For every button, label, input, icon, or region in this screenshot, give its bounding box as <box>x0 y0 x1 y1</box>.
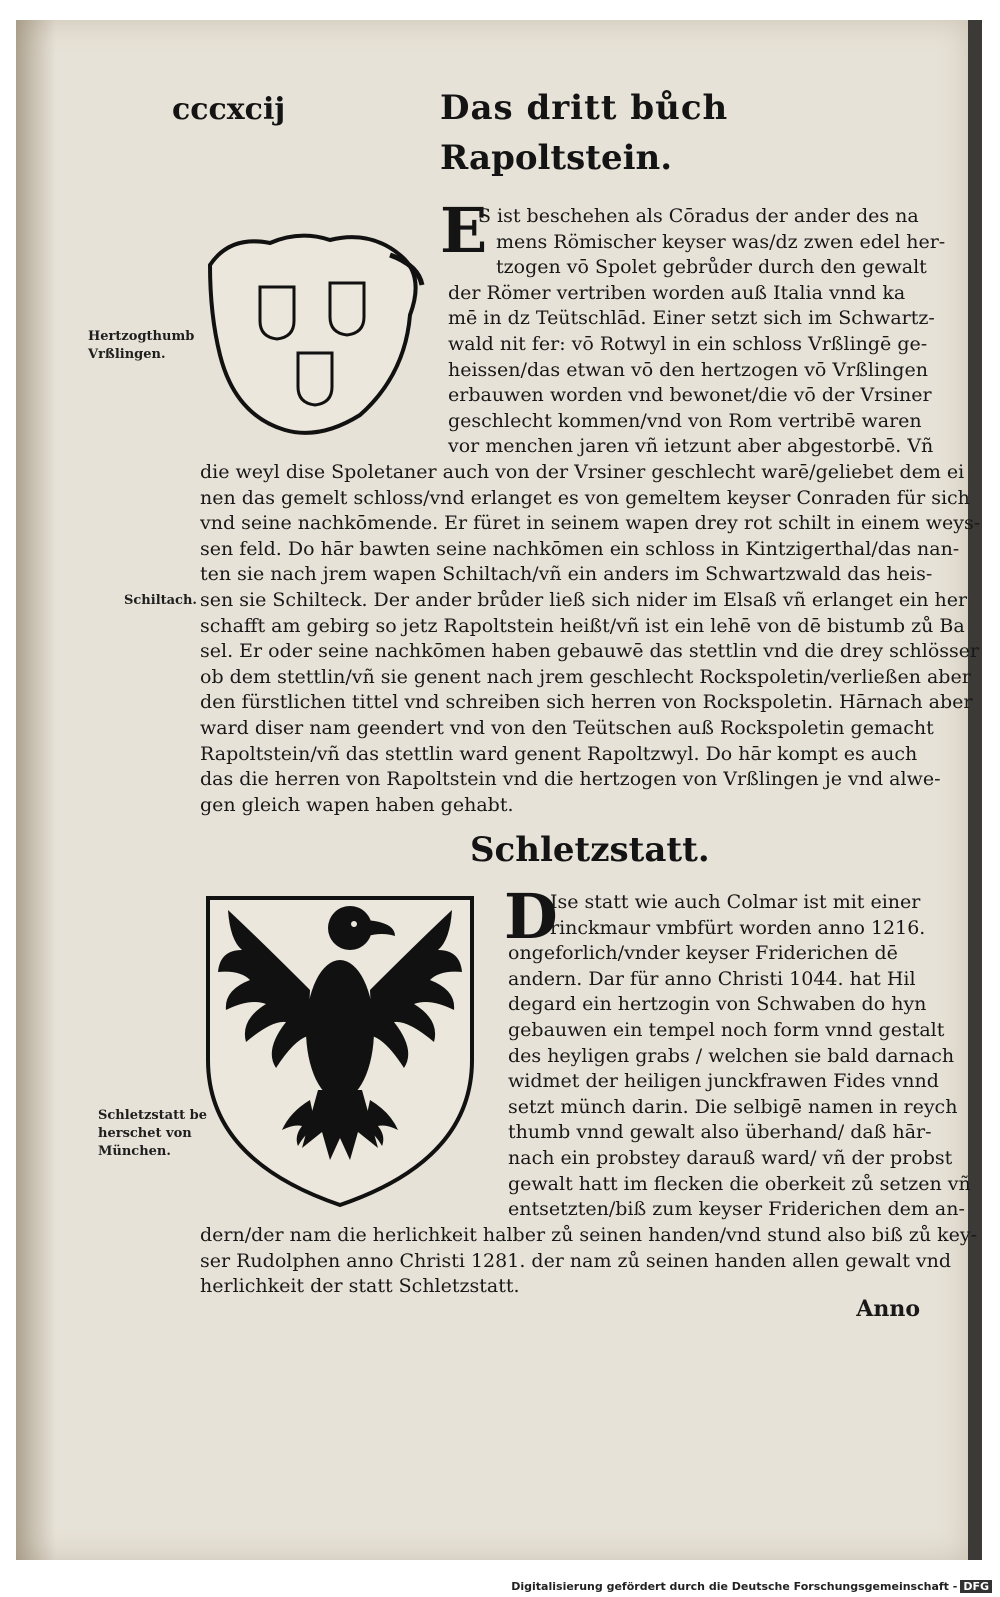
text-line: gebauwen ein tempel noch form vnnd gestalt <box>508 1018 945 1041</box>
folio-number: cccxcij <box>172 92 286 127</box>
text-line: das die herren von Rapoltstein vnd die hertzogen von Vrßlingen je vnd alwe- <box>200 768 941 791</box>
text-line: thumb vnnd gewalt also überhand/ daß hār- <box>508 1121 932 1144</box>
margin-note-line: Vrßlingen. <box>88 347 166 362</box>
margin-note-line: München. <box>98 1144 171 1159</box>
text-line: vnd seine nachkōmende. Er füret in seinem wapen drey rot schilt in einem weys- <box>200 512 981 535</box>
text-line: erbauwen worden vnd bewonet/die vō der Vrsiner <box>448 384 932 407</box>
text-line: tzogen vō Spolet gebrůder durch den gewalt <box>496 256 927 279</box>
text-line: mē in dz Teütschlād. Einer setzt sich im Schwartz- <box>448 307 935 330</box>
text-line: heissen/das etwan vō den hertzogen vō Vrßlingen <box>448 358 928 381</box>
text-line: gewalt hatt im flecken die oberkeit zů setzen vñ <box>508 1172 971 1195</box>
text-line: setzt münch darin. Die selbigē namen in reych <box>508 1095 958 1118</box>
text-line: wald nit fer: vō Rotwyl in ein schloss Vrßlingē ge- <box>448 332 928 355</box>
text-line: ser Rudolphen anno Christi 1281. der nam zů seinen handen allen gewalt vnd <box>200 1249 952 1272</box>
text-line: vor menchen jaren vñ ietzunt aber abgestorbē. Vñ <box>448 435 934 458</box>
paragraph-schletzstatt-body <box>200 1223 978 1300</box>
text-line: entsetzten/biß zum keyser Friderichen dem an- <box>508 1198 965 1221</box>
coat-of-arms-eagle <box>190 880 490 1210</box>
text-line: des heyligen grabs / welchen sie bald darnach <box>508 1044 955 1067</box>
text-line: S ist beschehen als Cōradus der ander des na <box>478 205 919 227</box>
text-line: nen das gemelt schloss/vnd erlanget es von gemeltem keyser Conraden für sich <box>200 486 970 509</box>
text-line: der Römer vertriben worden auß Italia vnnd ka <box>448 281 906 304</box>
text-line: Ise statt wie auch Colmar ist mit einer <box>550 891 921 913</box>
paragraph-schletzstatt-top <box>508 890 971 1223</box>
margin-note-line: herschet von <box>98 1126 192 1141</box>
text-line: schafft am gebirg so jetz Rapoltstein heißt/vñ ist ein lehē von dē bistumb zů Ba <box>200 614 965 637</box>
paragraph-rapoltstein-body <box>200 460 981 818</box>
text-line: ob dem stettlin/vñ sie genent nach jrem geschlecht Rockspoletin/verließen aber <box>200 665 971 688</box>
margin-note-schletzstatt <box>98 1107 207 1161</box>
dropcap-e: E <box>440 194 488 267</box>
coat-of-arms-vrsslingen <box>190 225 430 445</box>
credit-text: Digitalisierung gefördert durch die Deutsche Forschungsgemeinschaft - <box>511 1580 958 1593</box>
digitization-credit <box>511 1580 992 1593</box>
dropcap-d: D <box>504 880 558 953</box>
margin-note-line: Schletzstatt be <box>98 1108 207 1123</box>
text-line: herlichkeit der statt Schletzstatt. <box>200 1275 520 1298</box>
text-line: den fürstlichen tittel vnd schreiben sich herren von Rockspoletin. Hārnach aber <box>200 691 973 714</box>
margin-note-line: Hertzogthumb <box>88 329 195 344</box>
text-line: degard ein hertzogin von Schwaben do hyn <box>508 993 927 1016</box>
section-title-rapoltstein: Rapoltstein. <box>440 138 673 178</box>
text-line: ward diser nam geendert vnd von den Teütschen auß Rockspoletin gemacht <box>200 716 934 739</box>
text-line: sen sie Schilteck. Der ander brůder ließ sich nider im Elsaß vñ erlanget ein her <box>200 588 968 611</box>
dfg-logo: DFG <box>960 1580 992 1593</box>
text-line: dern/der nam die herlichkeit halber zů seinen handen/vnd stund also biß zů key- <box>200 1224 978 1246</box>
margin-note-vrsslingen <box>88 328 194 364</box>
text-line: gen gleich wapen haben gehabt. <box>200 793 514 816</box>
text-line: mens Römischer keyser was/dz zwen edel her- <box>496 230 946 253</box>
paragraph-rapoltstein-top <box>448 204 946 460</box>
section-title-schletzstatt: Schletzstatt. <box>470 830 710 870</box>
text-line: sel. Er oder seine nachkōmen haben gebauwē das stettlin vnd die drey schlösser <box>200 640 980 663</box>
catchword: Anno <box>856 1296 920 1322</box>
text-line: Rapoltstein/vñ das stettlin ward genent Rapoltzwyl. Do hār kompt es auch <box>200 742 918 765</box>
text-line: widmet der heiligen junckfrawen Fides vnnd <box>508 1070 939 1093</box>
margin-note-schiltach: Schiltach. <box>124 593 197 608</box>
text-line: die weyl dise Spoletaner auch von der Vrsiner geschlecht warē/geliebet dem ei <box>200 461 965 483</box>
text-line: rinckmaur vmbfürt worden anno 1216. <box>550 916 926 939</box>
text-line: nach ein probstey darauß ward/ vñ der probst <box>508 1146 953 1169</box>
text-line: ten sie nach jrem wapen Schiltach/vñ ein anders im Schwartzwald das heis- <box>200 563 933 586</box>
running-head: Das dritt bůch <box>440 88 729 128</box>
text-line: geschlecht kommen/vnd von Rom vertribē waren <box>448 409 922 432</box>
text-line: ongeforlich/vnder keyser Friderichen dē <box>508 942 898 965</box>
page-fold-shadow <box>16 20 56 1560</box>
text-line: andern. Dar für anno Christi 1044. hat Hil <box>508 967 916 990</box>
text-line: sen feld. Do hār bawten seine nachkōmen ein schloss in Kintzigerthal/das nan- <box>200 537 960 560</box>
